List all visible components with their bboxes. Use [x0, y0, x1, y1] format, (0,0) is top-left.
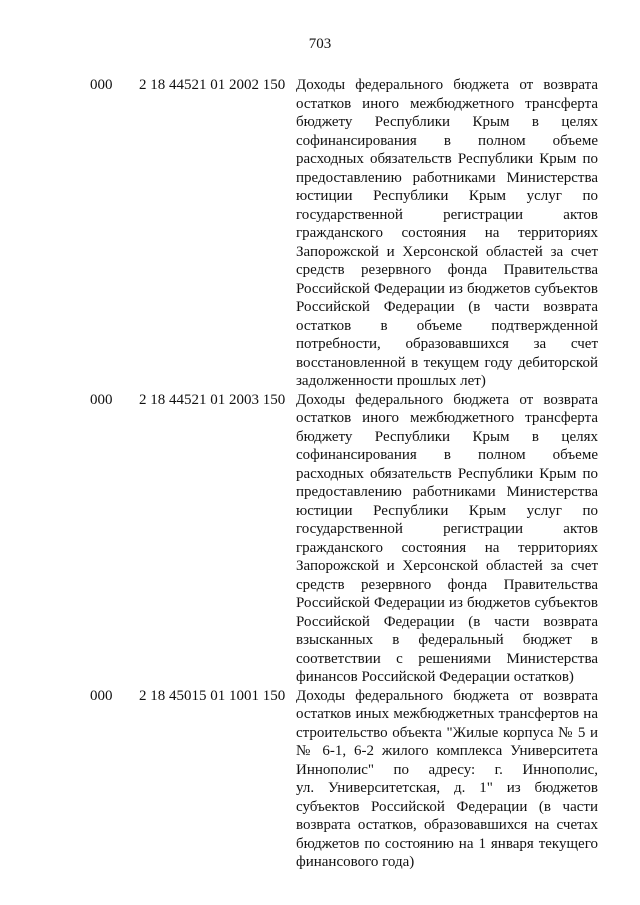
description-line: средств резервного фонда Правительства: [296, 576, 598, 593]
description-line: Российской Федерации из бюджетов субъектов: [296, 280, 598, 297]
description-line: остатков иных межбюджетных трансфертов на: [296, 706, 598, 722]
description-line: Российской Федерации (в части возврата: [296, 299, 598, 315]
revenue-description: [296, 76, 598, 391]
description-line: расходных обязательств Республики Крым по: [296, 151, 598, 167]
description-line: юстиции Республики Крым услуг по: [296, 188, 598, 204]
budget-classification-code: 2 18 44521 01 2002 150: [139, 77, 286, 93]
revenue-code-row: [0, 391, 640, 687]
description-line: потребности, образовавшихся за счет: [296, 336, 598, 352]
description-line: бюджету Республики Крым в целях: [296, 114, 598, 130]
revenue-code-row: [0, 76, 640, 391]
description-line: строительство объекта "Жилые корпуса № 5 и: [296, 724, 598, 741]
description-line: софинансирования в полном объеме: [296, 132, 598, 149]
description-line: финансового года): [296, 854, 415, 870]
description-line: задолженности прошлых лет): [296, 373, 486, 389]
description-line: Иннополис" по адресу: г. Иннополис,: [296, 761, 598, 778]
revenue-code-table: [0, 76, 640, 872]
description-line: государственной регистрации актов: [296, 206, 598, 223]
description-line: возврата остатков, образовавшихся на счетах: [296, 817, 598, 833]
revenue-description: [296, 391, 598, 687]
administrator-code: 000: [90, 391, 113, 408]
description-line: ул. Университетская, д. 1" из бюджетов: [296, 780, 598, 796]
description-line: восстановленной в текущем году дебиторской: [296, 354, 598, 371]
description-line: гражданского состояния на территориях: [296, 225, 598, 241]
description-line: остатков в объеме подтвержденной: [296, 317, 598, 334]
description-line: Доходы федерального бюджета от возврата: [296, 77, 598, 93]
description-line: остатков иного межбюджетного трансферта: [296, 95, 598, 112]
description-line: предоставлению работниками Министерства: [296, 169, 598, 186]
description-line: расходных обязательств Республики Крым по: [296, 465, 598, 482]
budget-classification-code: 2 18 45015 01 1001 150: [139, 687, 286, 704]
description-line: взысканных в федеральный бюджет в: [296, 632, 598, 648]
description-line: Российской Федерации (в части возврата: [296, 613, 598, 630]
description-line: Доходы федерального бюджета от возврата: [296, 687, 598, 704]
description-line: бюджету Республики Крым в целях: [296, 428, 598, 445]
description-line: Российской Федерации из бюджетов субъектов: [296, 595, 598, 611]
description-line: остатков иного межбюджетного трансферта: [296, 410, 598, 426]
revenue-code-row: [0, 687, 640, 872]
administrator-code: 000: [90, 77, 113, 93]
revenue-description: [296, 687, 598, 872]
administrator-code: 000: [90, 687, 113, 704]
description-line: предоставлению работниками Министерства: [296, 484, 598, 500]
description-line: Запорожской и Херсонской областей за счет: [296, 243, 598, 260]
description-line: № 6-1, 6-2 жилого комплекса Университета: [296, 743, 598, 759]
description-line: соответствии с решениями Министерства: [296, 650, 598, 667]
description-line: государственной регистрации актов: [296, 521, 598, 537]
description-line: Запорожской и Херсонской областей за счет: [296, 558, 598, 574]
description-line: гражданского состояния на территориях: [296, 539, 598, 556]
description-line: софинансирования в полном объеме: [296, 447, 598, 463]
description-line: Доходы федерального бюджета от возврата: [296, 391, 598, 408]
description-line: средств резервного фонда Правительства: [296, 262, 598, 278]
budget-classification-code: 2 18 44521 01 2003 150: [139, 391, 286, 408]
description-line: бюджетов по состоянию на 1 января текущего: [296, 835, 598, 852]
description-line: юстиции Республики Крым услуг по: [296, 502, 598, 519]
description-line: субъектов Российской Федерации (в части: [296, 798, 598, 815]
page-number: 703: [308, 36, 332, 52]
description-line: финансов Российской Федерации остатков): [296, 669, 574, 685]
